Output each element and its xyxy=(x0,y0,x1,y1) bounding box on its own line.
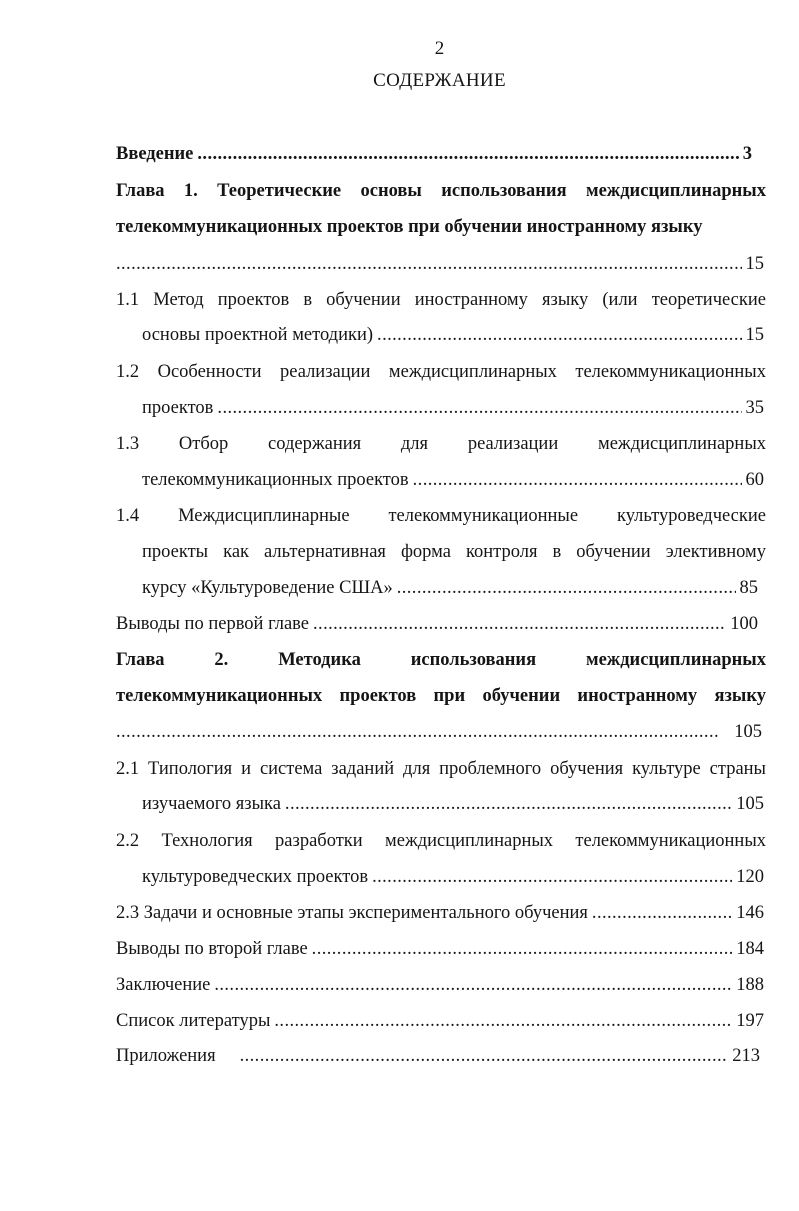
toc-label: 1.1 Метод проектов в обучении иностранному языку (или теоретические xyxy=(116,290,766,310)
leader-dots xyxy=(372,862,732,892)
toc-page: 15 xyxy=(745,325,764,345)
toc-label: Введение xyxy=(116,144,194,164)
toc-entry-references xyxy=(116,1006,766,1036)
toc-label: Выводы по первой главе xyxy=(116,614,310,634)
toc-label: Заключение xyxy=(116,975,211,995)
toc-entry-intro xyxy=(116,139,766,169)
toc-label: курсу «Культуроведение США» xyxy=(142,578,393,598)
toc-label: телекоммуникационных проектов при обучении иностранному языку xyxy=(116,686,766,706)
toc-page: 120 xyxy=(736,867,764,887)
toc-page: 105 xyxy=(734,722,762,742)
toc-label: Выводы по второй главе xyxy=(116,939,308,959)
toc-label: Приложения xyxy=(116,1046,216,1066)
toc-page: 35 xyxy=(745,398,764,418)
toc-label: 1.4 Междисциплинарные телекоммуникационные культуроведческие xyxy=(116,506,766,526)
toc-page: 213 xyxy=(732,1046,760,1066)
toc-entry-appendices xyxy=(116,1041,762,1071)
toc-entry-2-3 xyxy=(116,898,766,928)
leader-dots xyxy=(313,609,726,639)
leader-dots xyxy=(116,717,720,747)
toc-label: проектов xyxy=(142,398,214,418)
leader-dots xyxy=(285,789,732,819)
leader-dots xyxy=(377,320,741,350)
toc-page: 146 xyxy=(736,903,764,923)
toc-page: 184 xyxy=(736,939,764,959)
toc-label: культуроведческих проектов xyxy=(142,867,369,887)
toc-page: 188 xyxy=(736,975,764,995)
toc-page: 105 xyxy=(736,794,764,814)
leader-dots xyxy=(397,573,736,603)
toc-page: 3 xyxy=(742,144,752,164)
toc-label: изучаемого языка xyxy=(142,794,281,814)
toc-label: 2.1 Типология и система заданий для проблемного обучения культуре страны xyxy=(116,759,766,779)
toc-label: Глава 1. Теоретические основы использования междисциплинарных xyxy=(116,181,766,201)
page-title: СОДЕРЖАНИЕ xyxy=(373,70,506,91)
toc-page: 15 xyxy=(745,254,764,274)
toc-page: 197 xyxy=(736,1011,764,1031)
toc-label: Список литературы xyxy=(116,1011,271,1031)
toc-label: Глава 2. Методика использования междисциплинарных xyxy=(116,650,766,670)
leader-dots xyxy=(274,1006,732,1036)
leader-dots xyxy=(217,393,741,423)
toc-label: телекоммуникационных проектов xyxy=(142,470,409,490)
leader-dots xyxy=(214,970,732,1000)
toc-entry-conclusion-2 xyxy=(116,934,766,964)
leader-dots xyxy=(240,1041,729,1071)
leader-dots xyxy=(592,898,732,928)
toc-entry-conclusion-1 xyxy=(116,609,760,639)
toc-page: 100 xyxy=(730,614,758,634)
toc-label: 2.3 Задачи и основные этапы экспериментального обучения xyxy=(116,903,588,923)
leader-dots xyxy=(413,465,742,495)
leader-dots xyxy=(116,249,742,279)
toc-label: 2.2 Технология разработки междисциплинарных телекоммуникационных xyxy=(116,831,766,851)
toc-label: основы проектной методики) xyxy=(142,325,374,345)
leader-dots xyxy=(197,139,738,169)
toc-label: 1.2 Особенности реализации междисциплинарных телекоммуникационных xyxy=(116,362,766,382)
toc-label: телекоммуникационных проектов при обучении иностранному языку xyxy=(116,217,703,237)
toc-entry-conclusion xyxy=(116,970,766,1000)
toc-page: 85 xyxy=(739,578,758,598)
leader-dots xyxy=(312,934,733,964)
toc-page: 60 xyxy=(745,470,764,490)
toc-label: проекты как альтернативная форма контроля в обучении элективному xyxy=(142,542,766,562)
toc-label: 1.3 Отбор содержания для реализации междисциплинарных xyxy=(116,434,766,454)
page-number: 2 xyxy=(434,38,445,59)
